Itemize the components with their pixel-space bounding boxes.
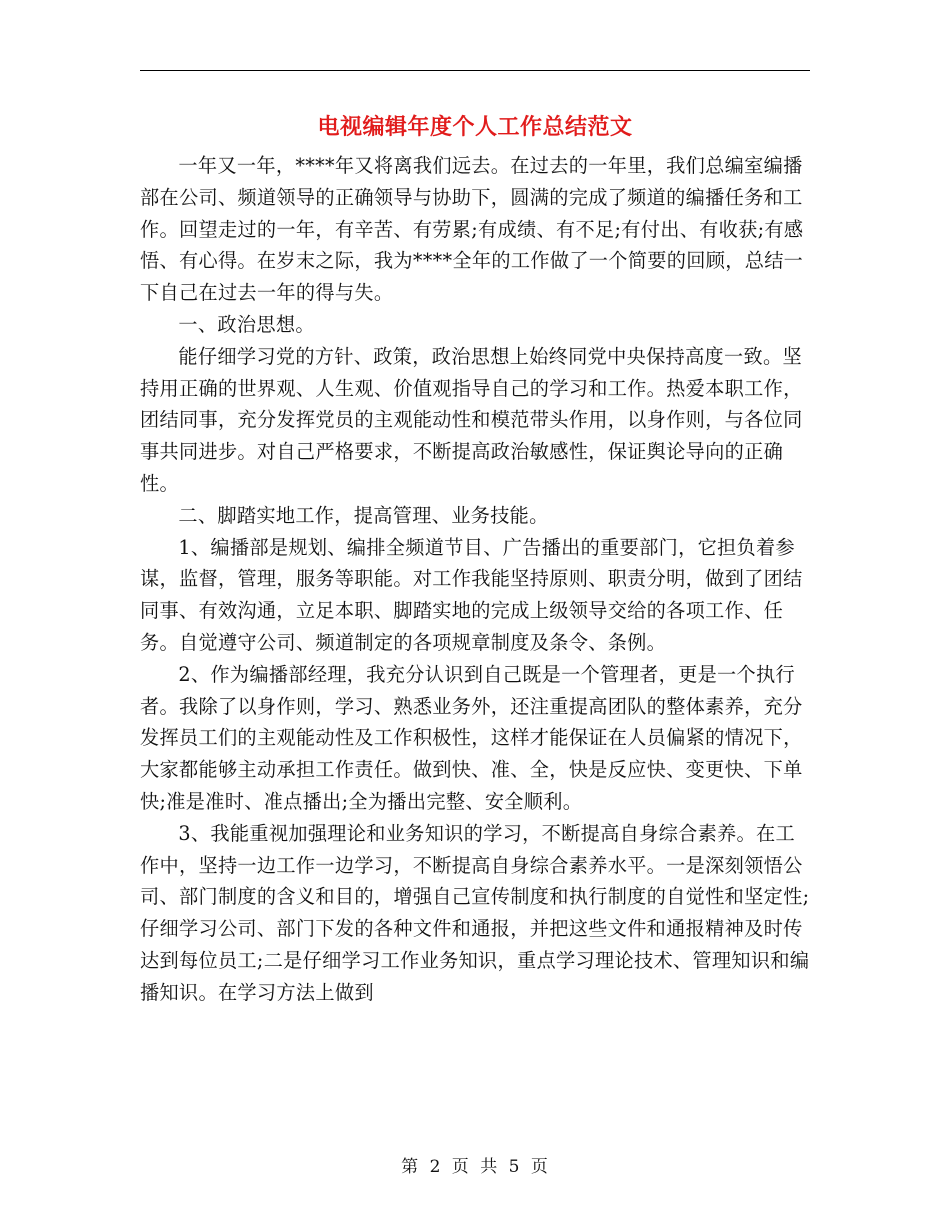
footer-page-word: 页 — [451, 1157, 470, 1177]
document-title: 电视编辑年度个人工作总结范文 — [317, 114, 633, 140]
paragraph-item-2: 2、作为编播部经理，我充分认识到自己既是一个管理者，更是一个执行者。我除了以身作则，学习、熟悉业务外，还注重提高团队的整体素养，充分发挥员工们的主观能动性及工作积极性，这样才能保证在人员偏紧的情况下，大家都能够主动承担工作责任。做到快、准、全，快是反应快、变更快、下单快;准是准时、准点播出;全为播出完整、安全顺利。 — [140, 662, 803, 813]
paragraph-intro: 一年又一年，****年又将离我们远去。在过去的一年里，我们总编室编播部在公司、频道领导的正确领导与协助下，圆满的完成了频道的编播任务和工作。回望走过的一年，有辛苦、有劳累;有成绩、有不足;有付出、有收获;有感悟、有心得。在岁末之际，我为****全年的工作做了一个简要的回顾，总结一下自己在过去一年的得与失。 — [140, 154, 804, 305]
section-heading-politics: 一、政治思想。 — [178, 312, 315, 336]
document-body — [140, 150, 810, 1009]
paragraph-item-3: 3、我能重视加强理论和业务知识的学习，不断提高自身综合素养。在工作中，坚持一边工作一边学习，不断提高自身综合素养水平。一是深刻领悟公司、部门制度的含义和目的，增强自己宣传制度和执行制度的自觉性和坚定性;仔细学习公司、部门下发的各种文件和通报，并把这些文件和通报精神及时传达到每位员工;二是仔细学习工作业务知识，重点学习理论技术、管理知识和编播知识。在学习方法上做到 — [140, 821, 810, 1004]
footer-total-pages: 5 — [508, 1157, 521, 1177]
paragraph-item-1: 1、编播部是规划、编排全频道节目、广告播出的重要部门，它担负着参谋，监督，管理，服务等职能。对工作我能坚持原则、职责分明，做到了团结同事、有效沟通，立足本职、脚踏实地的完成上级领导交给的各项工作、任务。自觉遵守公司、频道制定的各项规章制度及条令、条例。 — [140, 535, 803, 654]
footer-suffix: 页 — [530, 1157, 549, 1177]
footer-prefix: 第 — [401, 1157, 420, 1177]
page-footer — [0, 1152, 950, 1177]
section-heading-work: 二、脚踏实地工作，提高管理、业务技能。 — [178, 503, 549, 527]
paragraph-politics: 能仔细学习党的方针、政策，政治思想上始终同党中央保持高度一致。坚持用正确的世界观、人生观、价值观指导自己的学习和工作。热爱本职工作，团结同事，充分发挥党员的主观能动性和模范带头作用，以身作则，与各位同事共同进步。对自己严格要求，不断提高政治敏感性，保证舆论导向的正确性。 — [140, 344, 803, 495]
footer-total-word: 共 — [480, 1157, 499, 1177]
footer-current-page: 2 — [429, 1157, 442, 1177]
header-rule — [140, 70, 810, 71]
